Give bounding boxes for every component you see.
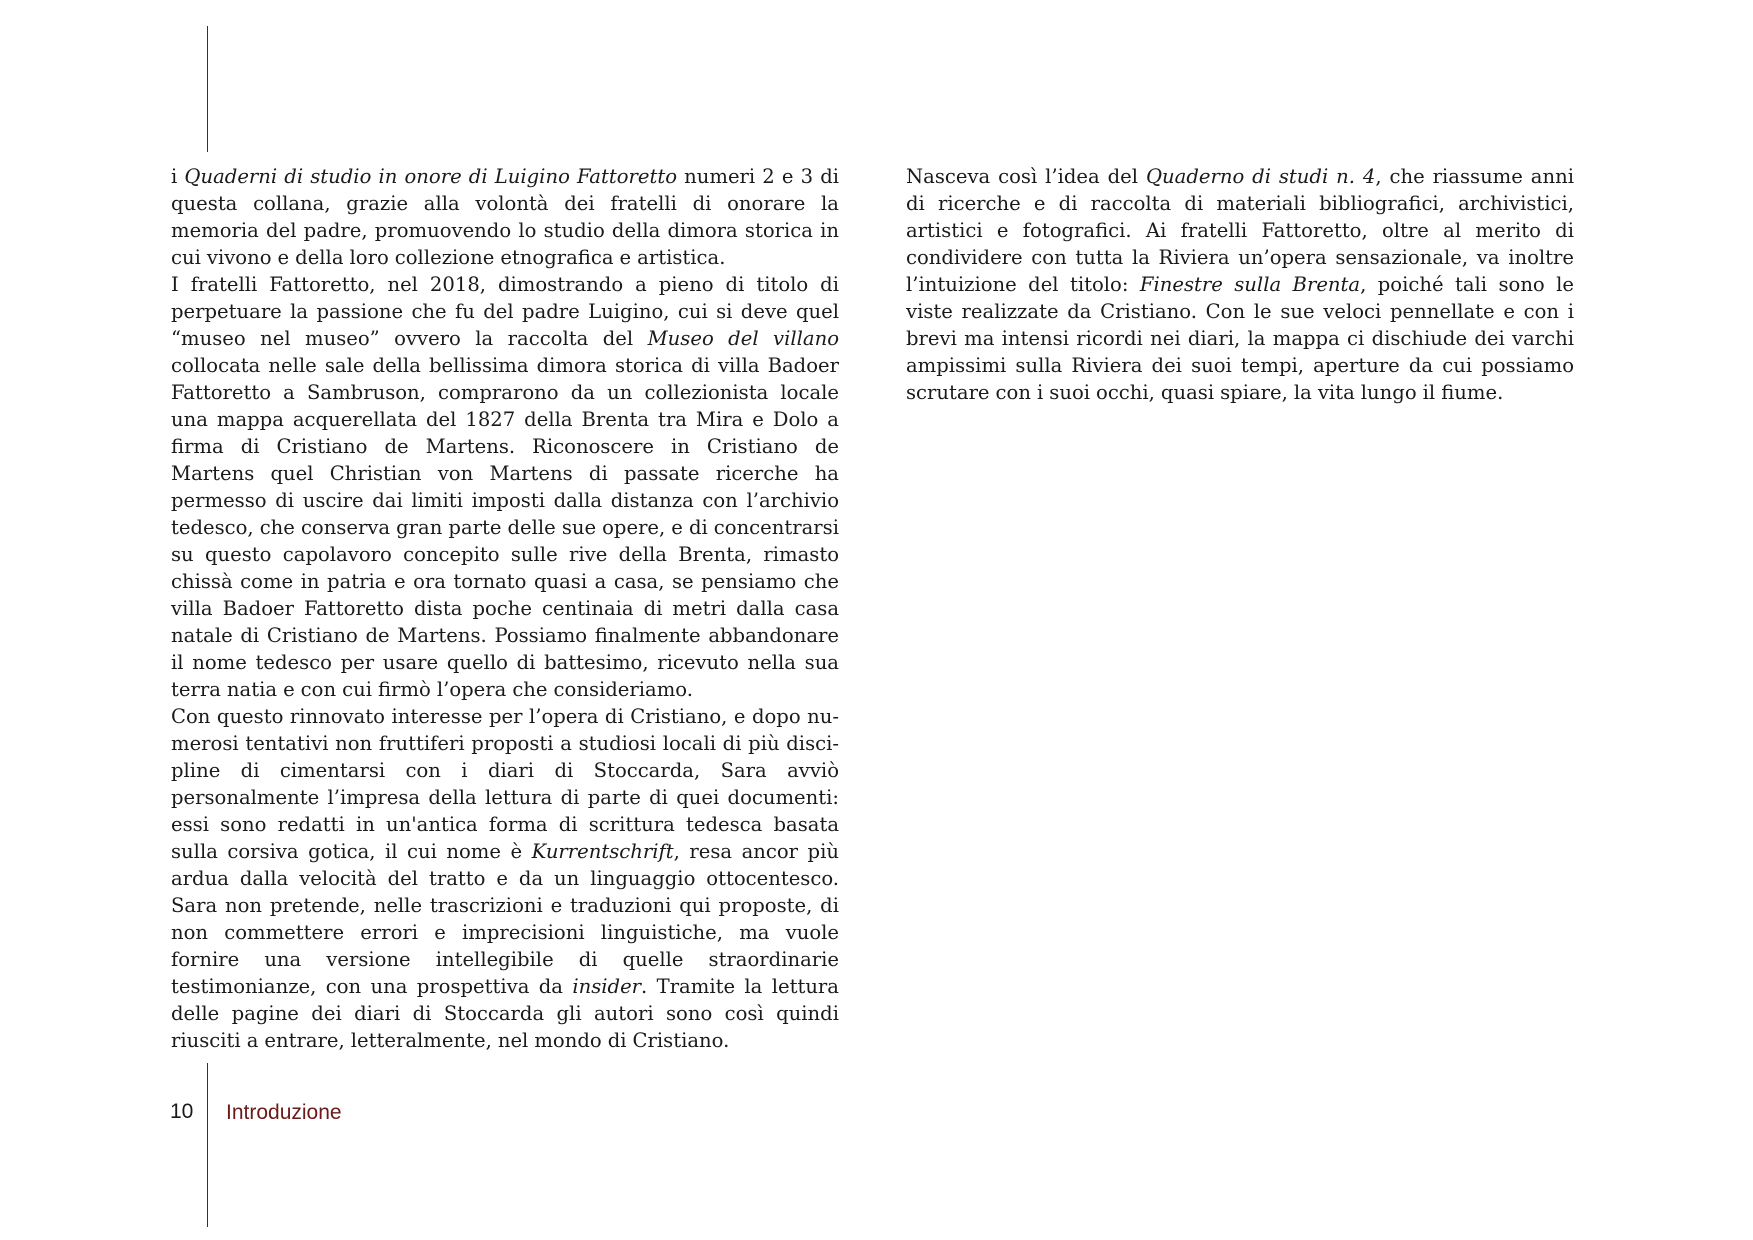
left-text-column: [171, 163, 839, 1054]
margin-rule-top: [207, 26, 208, 152]
paragraph: Con questo rinnovato interesse per l’opera di Cristiano, e dopo numerosi tentativi non fruttiferi proposti a studiosi locali di più discipline di cimentarsi con i diari di Stoccarda, Sara avviò personalmente l’impresa della lettura di parte di quei documenti: essi sono redatti in un'antica forma di scrittura tedesca basata sulla corsiva gotica, il cui nome è Kurrentschrift, resa ancor più ardua dalla velocità del tratto e da un linguaggio ottocentesco. Sara non pretende, nelle trascrizioni e traduzioni qui proposte, di non commettere errori e imprecisioni linguistiche, ma vuole fornire una versione intellegibile di quelle straordinarie testimonianze, con una prospettiva da insider. Tramite la lettura delle pagine dei diari di Stoccarda gli autori sono così quindi riusciti a entrare, letteralmente, nel mondo di Cristiano.: [171, 705, 839, 1052]
section-title: Introduzione: [226, 1101, 342, 1124]
paragraph: Nasceva così l’idea del Quaderno di studi n. 4, che riassume anni di ricerche e di raccolta di materiali bibliografici, archivistici, artistici e fotografici. Ai fratelli Fattoretto, oltre al merito di condividere con tutta la Riviera un’opera sensazionale, va inoltre l’intuizione del titolo: Finestre sulla Brenta, poiché tali sono le viste realizzate da Cristiano. Con le sue veloci pennellate e con i brevi ma intensi ricordi nei diari, la mappa ci dischiude dei varchi ampissimi sulla Riviera dei suoi tempi, aperture da cui possiamo scrutare con i suoi occhi, quasi spiare, la vita lungo il fiume.: [906, 165, 1575, 404]
paragraph: i Quaderni di studio in onore di Luigino Fattoretto numeri 2 e 3 di questa collana, grazie alla volontà dei fratelli di onorare la memoria del padre, promuovendo lo studio della dimora storica in cui vivono e della loro collezione etnografica e artistica.: [171, 165, 840, 269]
right-text-column: [906, 163, 1574, 406]
page-number: 10: [170, 1100, 194, 1123]
paragraph: I fratelli Fattoretto, nel 2018, dimostrando a pieno di titolo di perpetuare la passione che fu del padre Luigino, cui si deve quel “museo nel museo” ovvero la raccolta del Museo del villano collocata nelle sale della bellissima dimora storica di villa Badoer Fattoretto a Sambruson, comprarono da un collezionista locale una mappa acquerellata del 1827 della Brenta tra Mira e Dolo a firma di Cristiano de Martens. Riconoscere in Cristiano de Martens quel Christian von Martens di passate ricerche ha permesso di uscire dai limiti imposti dalla distanza con l’archivio tedesco, che conserva gran parte delle sue opere, e di concentrarsi su questo capolavoro concepito sulle rive della Brenta, rimasto chissà come in patria e ora tornato quasi a casa, se pensiamo che villa Badoer Fattoretto dista poche centinaia di metri dalla casa natale di Cristiano de Martens. Possiamo finalmente abbandonare il nome tedesco per usare quello di battesimo, ricevuto nella sua terra natia e con cui firmò l’opera che consideriamo.: [171, 273, 840, 701]
margin-rule-bottom: [207, 1063, 208, 1227]
